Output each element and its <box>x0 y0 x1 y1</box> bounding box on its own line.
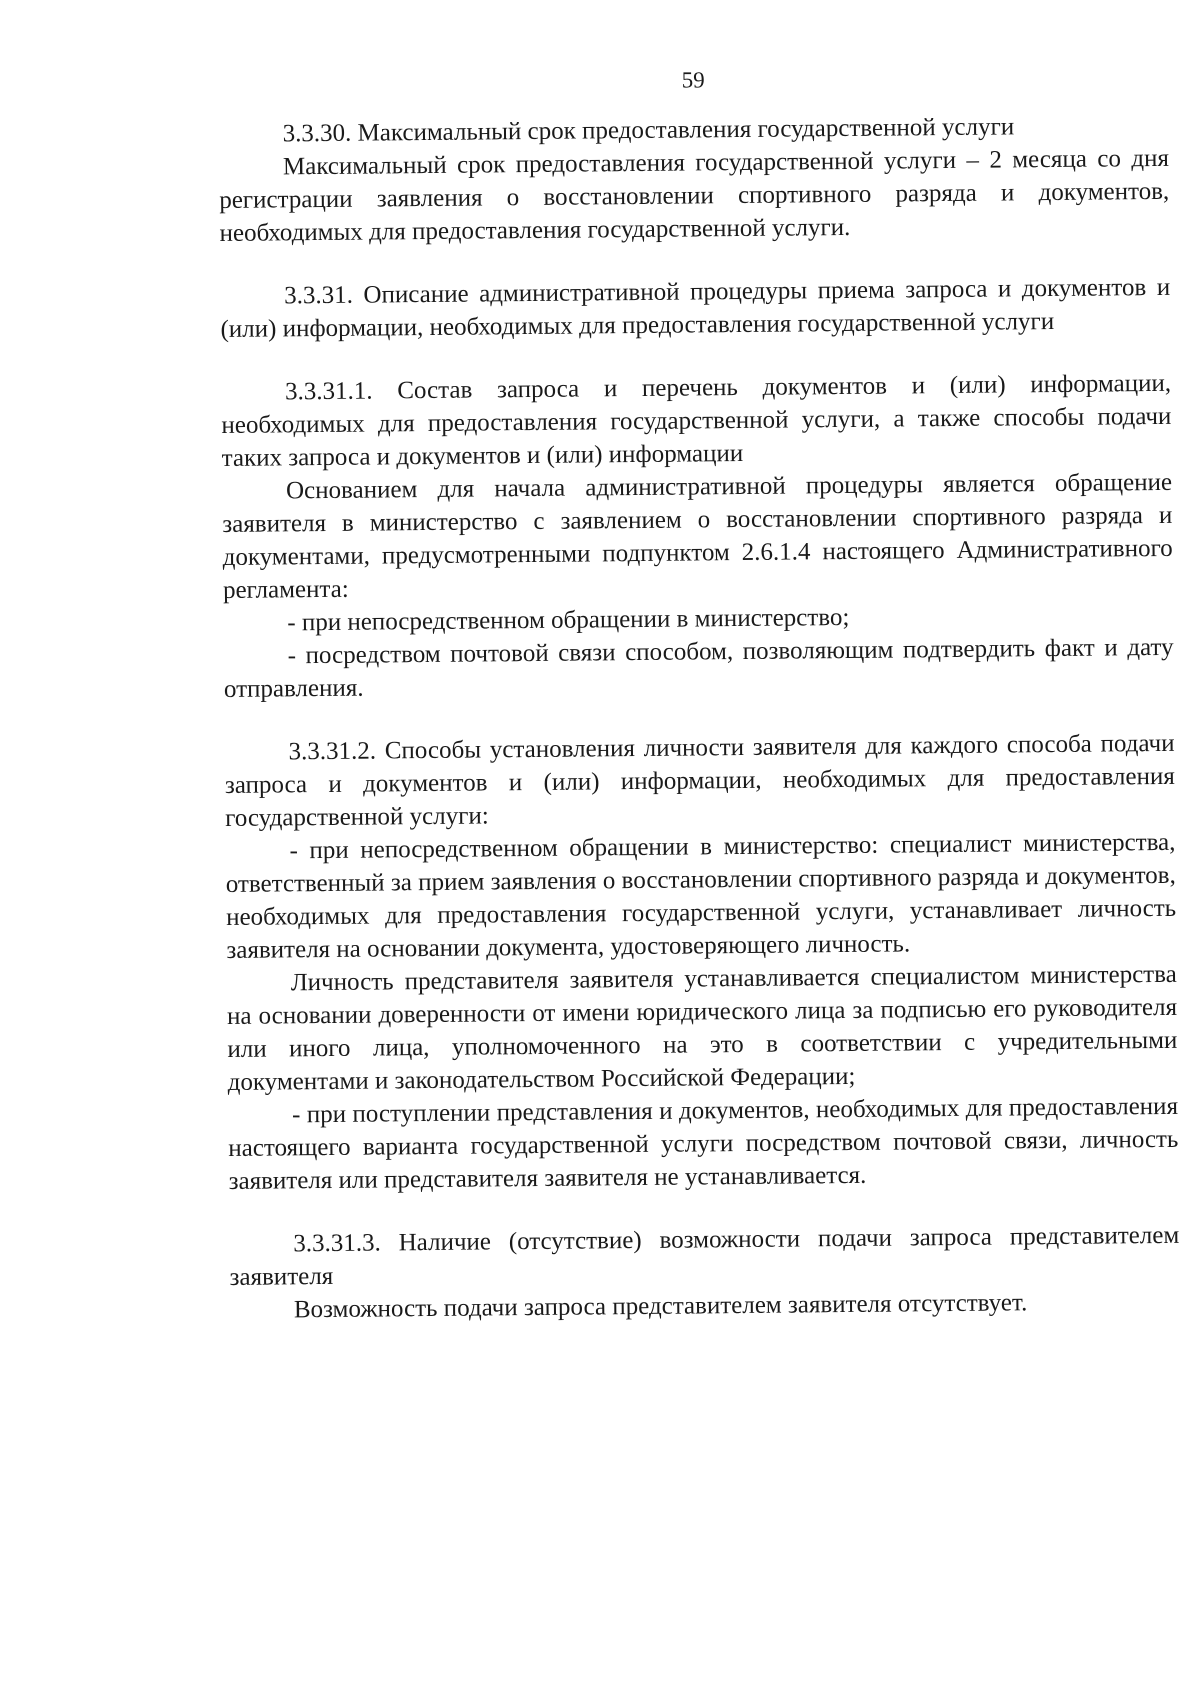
list-item: - при непосредственном обращении в министерство: специалист министерства, ответственный за прием заявления о восстановлении спортивного разряда и документов, необходимых для предоставления государственной услуги, устанавливает личность заявителя на основании документа, удостоверяющего личность. <box>225 828 1177 964</box>
paragraph: Основанием для начала административной процедуры является обращение заявителя в министерство с заявлением о восстановлении спортивного разряда и документами, предусмотренными подпунктом 2.6.1.4 настоящего Административного регламента: <box>222 468 1173 604</box>
section-heading-3-3-31-2: 3.3.31.2. Способы установления личности заявителя для каждого способа подачи запроса и документов и (или) информации, необходимых для предоставления государственной услуги: <box>224 729 1175 832</box>
paragraph: Максимальный срок предоставления государственной услуги – 2 месяца со дня регистрации заявления о восстановлении спортивного разряда и документов, необходимых для предоставления государственной услуги. <box>219 144 1170 247</box>
page-number: 59 <box>681 67 705 93</box>
section-heading-3-3-31-3: 3.3.31.3. Наличие (отсутствие) возможности подачи запроса представителем заявителя <box>229 1221 1180 1291</box>
page-content <box>218 61 1180 1327</box>
list-item: - посредством почтовой связи способом, позволяющим подтвердить факт и дату отправления. <box>223 633 1174 703</box>
paragraph: Личность представителя заявителя устанавливается специалистом министерства на основании доверенности от имени юридического лица за подписью его руководителя или иного лица, уполномоченного на это в соответствии с учредительными документами и законодательством Российской Федерации; <box>226 960 1178 1096</box>
section-heading-3-3-30: 3.3.30. Максимальный срок предоставления государственной услуги <box>282 113 1015 148</box>
paragraph: Возможность подачи запроса представителем заявителя отсутствует. <box>293 1289 1028 1324</box>
section-heading-3-3-31-1: 3.3.31.1. Состав запроса и перечень документов и (или) информации, необходимых для предоставления государственной услуги, а также способы подачи таких запроса и документов и (или) информации <box>221 369 1172 472</box>
section-heading-3-3-31: 3.3.31. Описание административной процедуры приема запроса и документов и (или) информации, необходимых для предоставления государственной услуги <box>220 273 1171 343</box>
list-item: - при непосредственном обращении в министерство; <box>287 603 850 637</box>
list-item: - при поступлении представления и документов, необходимых для предоставления настоящего варианта государственной услуги посредством почтовой связи, личность заявителя или представителя заявителя не устанавливается. <box>228 1092 1179 1195</box>
